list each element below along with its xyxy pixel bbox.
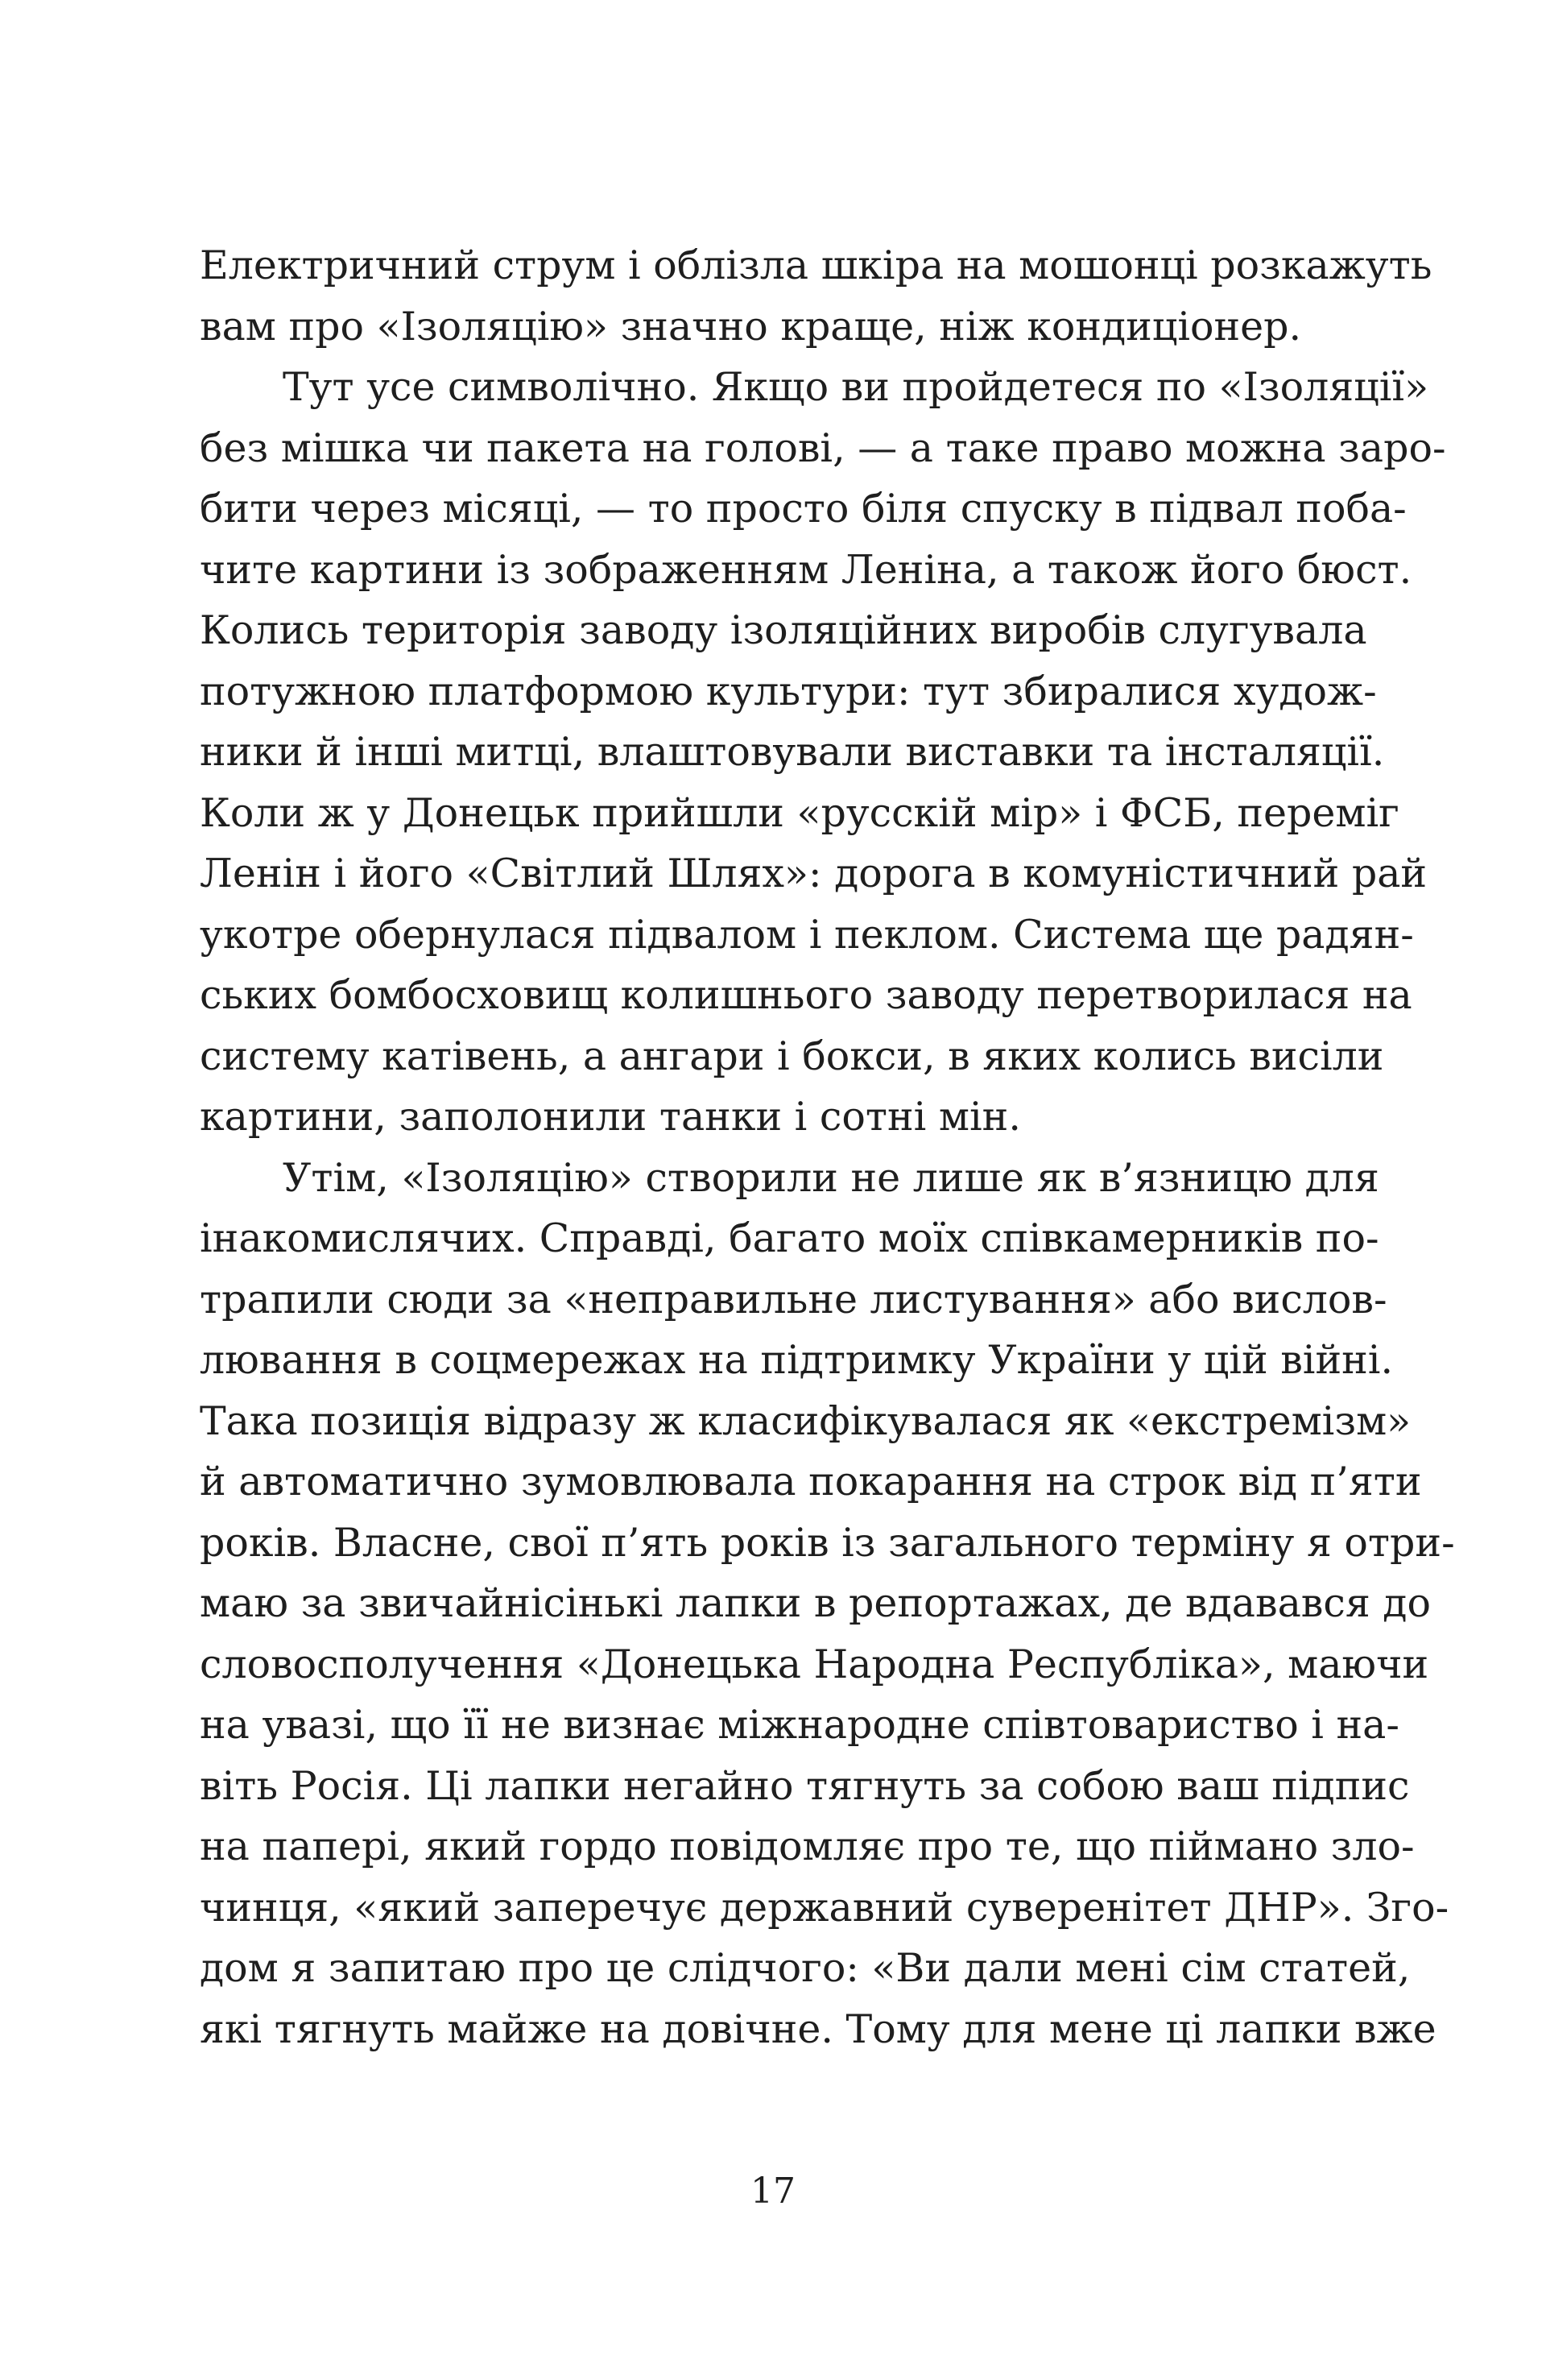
text-line: укотре обернулася підвалом і пеклом. Система ще радян- bbox=[200, 911, 1414, 958]
text-line: систему катівень, а ангари і бокси, в яких колись висіли bbox=[200, 1033, 1384, 1079]
text-line: Електричний струм і облізла шкіра на мошонці розкажуть bbox=[200, 242, 1432, 288]
text-line: вам про «Ізоляцію» значно краще, ніж кондиціонер. bbox=[200, 303, 1302, 350]
text-line: ники й інші митці, влаштовували виставки та інсталяції. bbox=[200, 729, 1385, 775]
paragraph-first-line: Тут усе символічно. Якщо ви пройдетеся по «Ізоляції» bbox=[283, 364, 1429, 410]
text-line: ських бомбосховищ колишнього заводу перетворилася на bbox=[200, 972, 1412, 1018]
text-line: маю за звичайнісінькі лапки в репортажах, де вдавався до bbox=[200, 1580, 1431, 1626]
text-line: бити через місяці, — то просто біля спуску в підвал поба- bbox=[200, 486, 1407, 532]
text-line: на папері, який гордо повідомляє про те, що піймано зло- bbox=[200, 1823, 1415, 1869]
text-line: дом я запитаю про це слідчого: «Ви дали мені сім статей, bbox=[200, 1945, 1411, 1991]
text-line: інакомислячих. Справді, багато моїх співкамерників по- bbox=[200, 1215, 1379, 1261]
text-line: потужною платформою культури: тут збиралися худож- bbox=[200, 668, 1377, 714]
text-line: без мішка чи пакета на голові, — а таке право можна заро- bbox=[200, 424, 1446, 471]
text-line: чите картини із зображенням Леніна, а також його бюст. bbox=[200, 546, 1412, 593]
paragraph-first-line: Утім, «Ізоляцію» створили не лише як в’язницю для bbox=[283, 1154, 1379, 1201]
text-line: Коли ж у Донецьк прийшли «русскій мір» і ФСБ, переміг bbox=[200, 789, 1399, 836]
text-line: які тягнуть майже на довічне. Тому для мене ці лапки вже bbox=[200, 2005, 1436, 2052]
body-text bbox=[200, 235, 1455, 2059]
text-line: картини, заполонили танки і сотні мін. bbox=[200, 1094, 1021, 1140]
text-line: й автоматично зумовлювала покарання на строк від п’яти bbox=[200, 1459, 1422, 1505]
text-line: трапили сюди за «неправильне листування» або вислов- bbox=[200, 1276, 1387, 1322]
text-line: Така позиція відразу ж класифікувалася як «екстремізм» bbox=[200, 1397, 1412, 1444]
text-line: Ленін і його «Світлий Шлях»: дорога в комуністичний рай bbox=[200, 851, 1428, 896]
text-line: віть Росія. Ці лапки негайно тягнуть за собою ваш підпис bbox=[200, 1762, 1410, 1809]
text-line: чинця, «який заперечує державний суверенітет ДНР». Зго- bbox=[200, 1884, 1449, 1931]
text-line: лювання в соцмережах на підтримку України у цій війні. bbox=[200, 1337, 1394, 1383]
page-number: 17 bbox=[750, 2171, 796, 2212]
text-line: словосполучення «Донецька Народна Республіка», маючи bbox=[200, 1641, 1429, 1687]
text-line: років. Власне, свої п’ять років із загального терміну я отри- bbox=[200, 1519, 1455, 1566]
text-line: Колись територія заводу ізоляційних виробів слугувала bbox=[200, 607, 1367, 653]
text-line: на увазі, що її не визнає міжнародне співтовариство і на- bbox=[200, 1702, 1399, 1748]
